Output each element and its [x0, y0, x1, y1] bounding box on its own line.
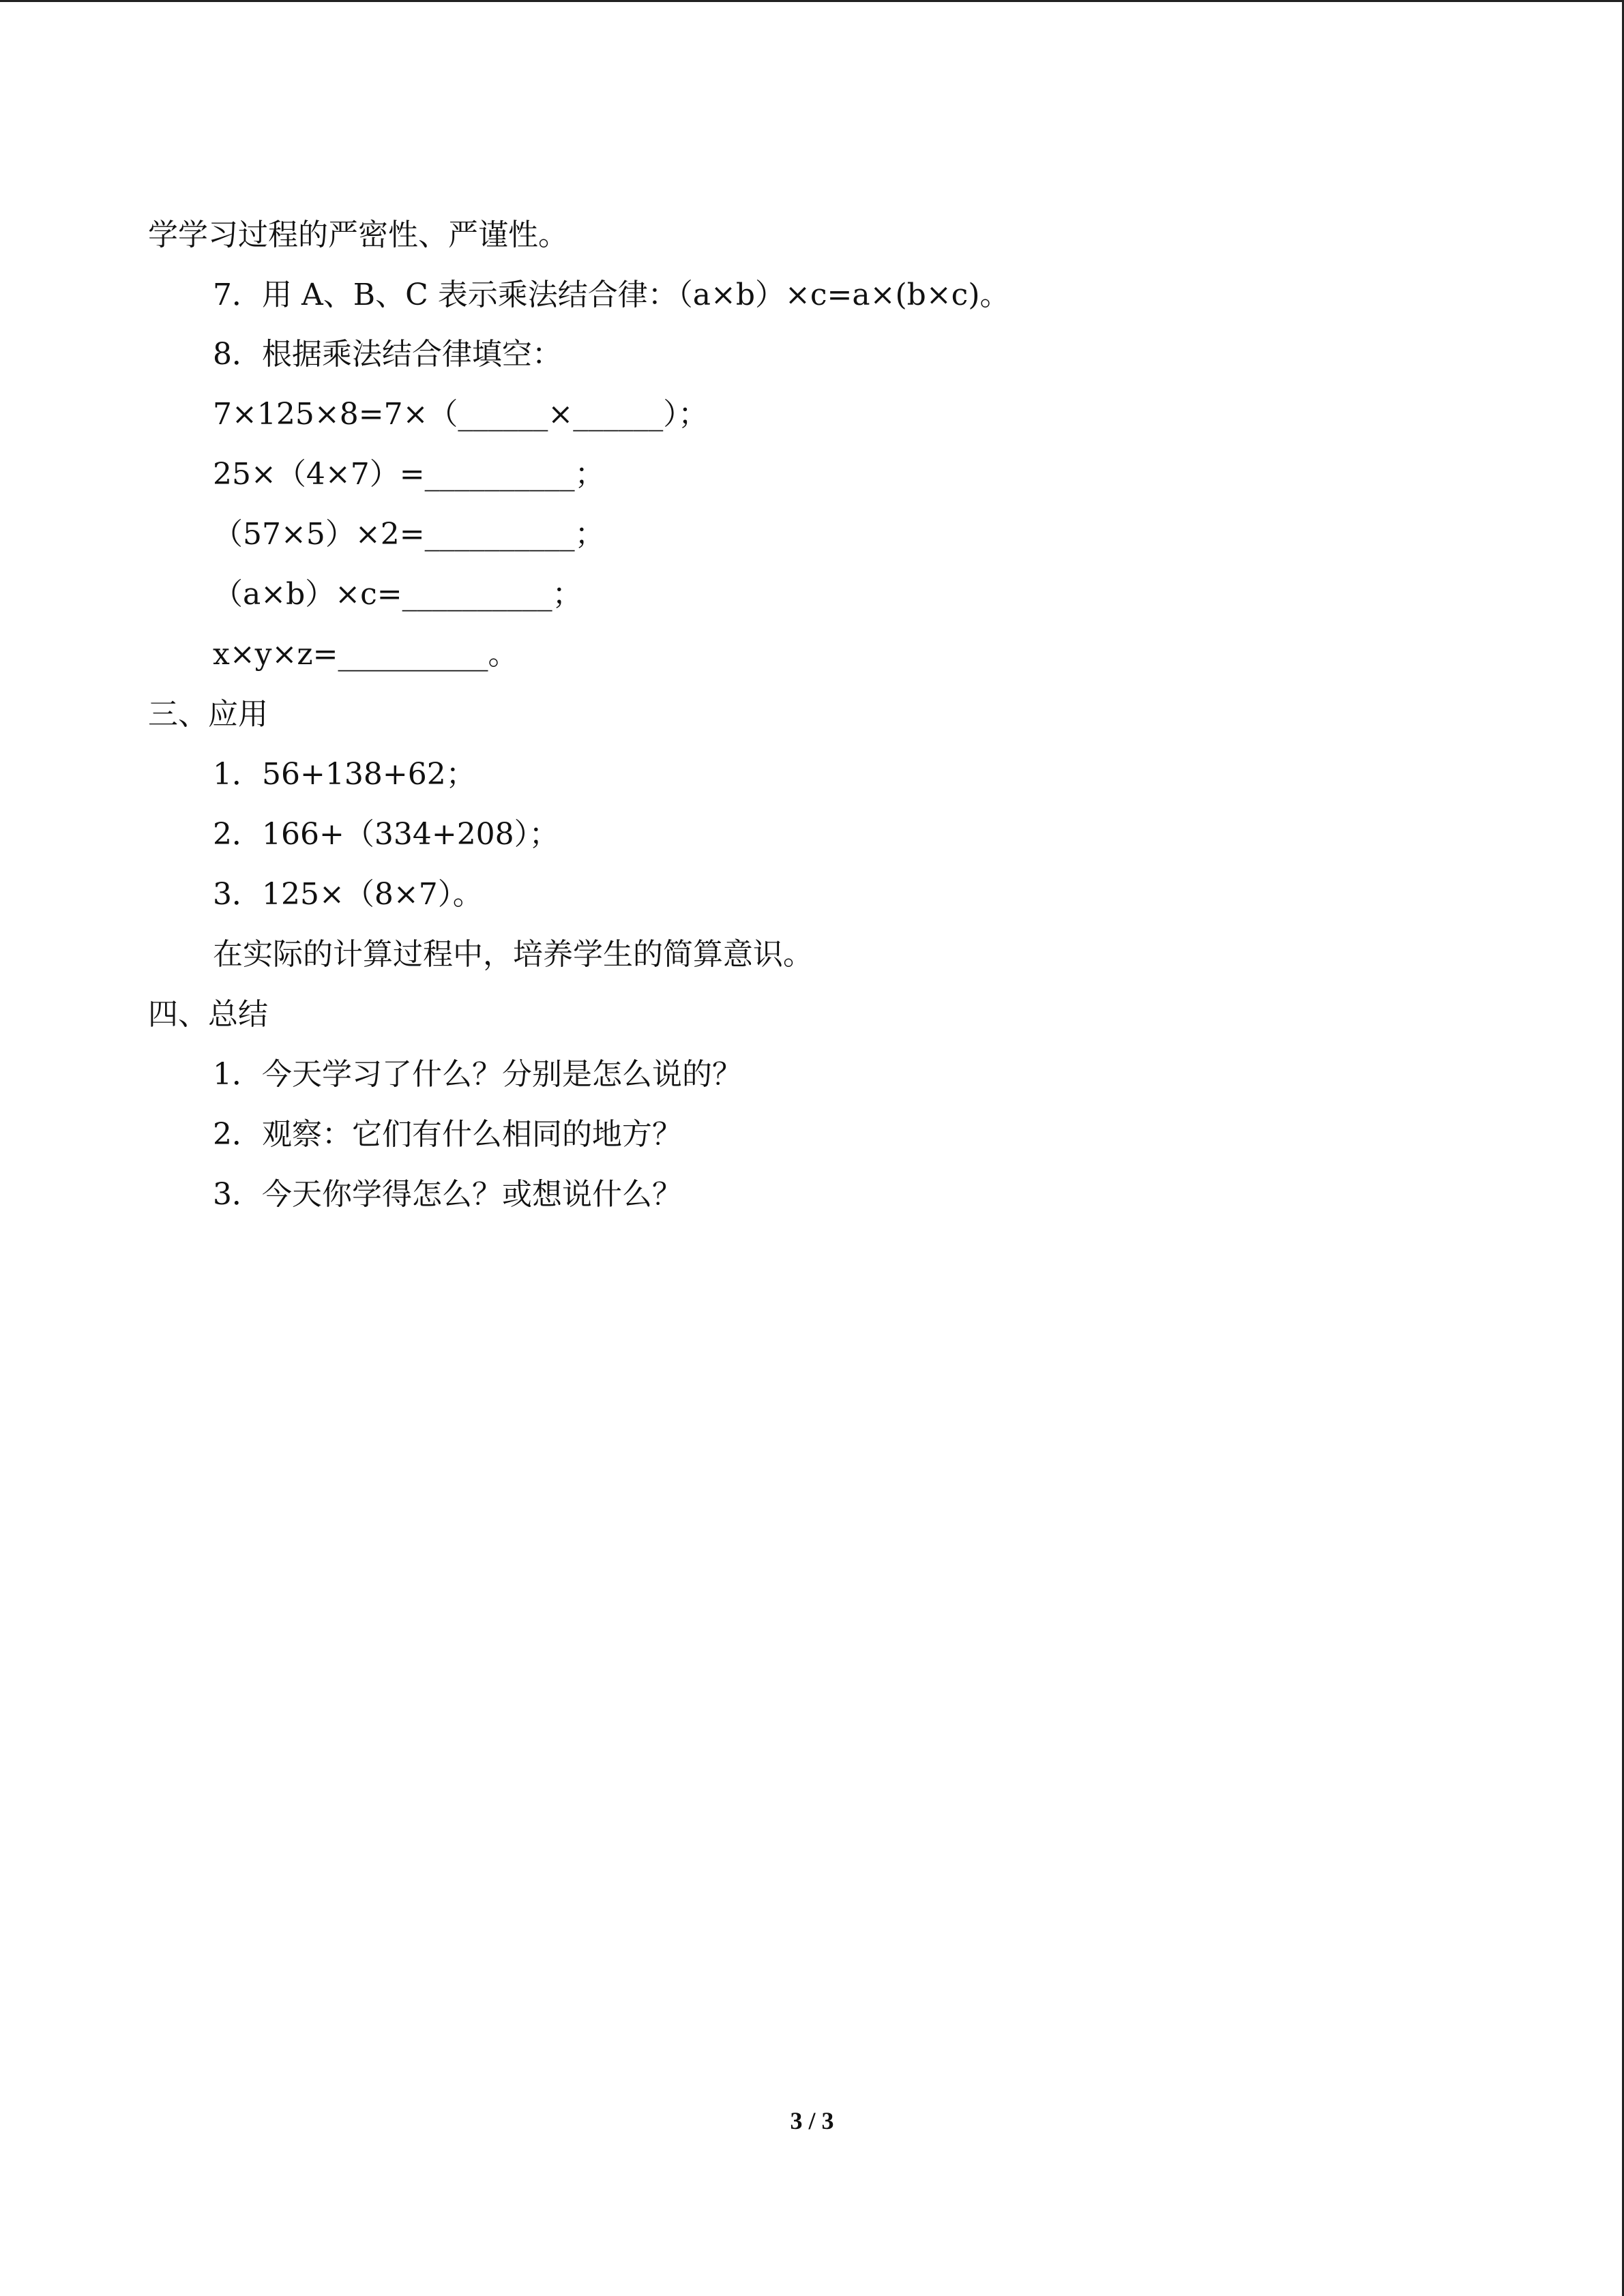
text-line: 2．166+（334+208）； — [213, 817, 559, 852]
text-line: 3．今天你学得怎么？或想说什么？ — [213, 1177, 682, 1212]
text-line: 学学习过程的严密性、严谨性。 — [148, 218, 568, 252]
section-heading: 三、应用 — [148, 697, 268, 732]
text-line: （a×b）×c=__________； — [213, 577, 582, 612]
text-line: 7×125×8=7×（______×______）； — [213, 397, 709, 432]
text-line: 在实际的计算过程中，培养学生的简算意识。 — [213, 937, 813, 972]
text-line: （57×5）×2=__________； — [213, 517, 605, 552]
text-line: 3．125×（8×7）。 — [213, 877, 483, 912]
text-line: 1．56+138+62； — [213, 757, 476, 792]
text-line: 8．根据乘法结合律填空： — [213, 337, 562, 372]
section-heading: 四、总结 — [148, 997, 268, 1032]
text-line: 2．观察：它们有什么相同的地方？ — [213, 1117, 682, 1152]
text-line: x×y×z=__________。 — [213, 637, 518, 672]
text-line: 25×（4×7）=__________； — [213, 457, 605, 492]
page-number: 3 / 3 — [790, 2107, 834, 2134]
text-line: 1．今天学习了什么？分别是怎么说的？ — [213, 1057, 742, 1092]
text-line: 7．用 A、B、C 表示乘法结合律：（a×b）×c=a×(b×c)。 — [213, 278, 1010, 312]
